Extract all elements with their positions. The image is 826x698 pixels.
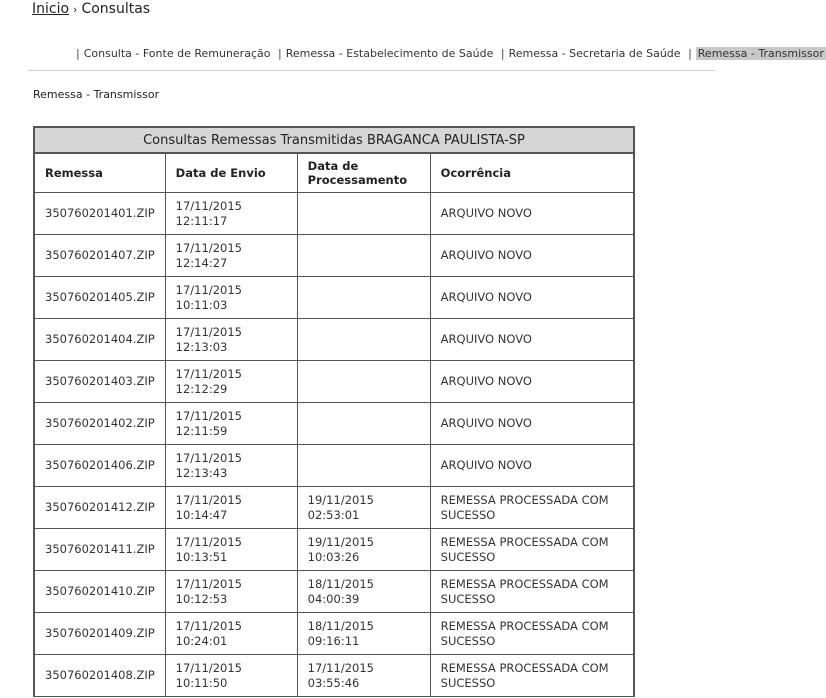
cell-remessa: 350760201406.ZIP bbox=[35, 445, 165, 487]
cell-data-processamento: 18/11/2015 09:16:11 bbox=[297, 613, 430, 655]
subnav-item-estabelecimento-saude[interactable]: Remessa - Estabelecimento de Saúde bbox=[285, 47, 494, 60]
cell-data-processamento: 18/11/2015 04:00:39 bbox=[297, 571, 430, 613]
cell-ocorrencia: REMESSA PROCESSADA COM SUCESSO bbox=[430, 571, 633, 613]
cell-data-envio: 17/11/2015 10:12:53 bbox=[165, 571, 297, 613]
breadcrumb bbox=[32, 0, 150, 19]
table-header-row bbox=[35, 153, 633, 193]
section-title: Remessa - Transmissor bbox=[33, 88, 160, 101]
breadcrumb-home-link[interactable]: Inicio bbox=[32, 1, 70, 17]
cell-data-processamento: 17/11/2015 03:55:46 bbox=[297, 655, 430, 697]
table-row bbox=[35, 319, 633, 361]
cell-data-envio: 17/11/2015 12:13:03 bbox=[165, 319, 297, 361]
cell-remessa: 350760201405.ZIP bbox=[35, 277, 165, 319]
cell-remessa: 350760201407.ZIP bbox=[35, 235, 165, 277]
header-ocorrencia: Ocorrência bbox=[430, 153, 633, 193]
header-remessa: Remessa bbox=[35, 153, 165, 193]
table-row bbox=[35, 529, 633, 571]
sub-navigation: | Consulta - Fonte de Remuneração | Remessa - Estabelecimento de Saúde | Remessa - Secretaria de Saúde | Remessa - Transmissor bbox=[76, 47, 824, 60]
table-row bbox=[35, 361, 633, 403]
cell-data-processamento: 19/11/2015 10:03:26 bbox=[297, 529, 430, 571]
table-row bbox=[35, 403, 633, 445]
cell-data-envio: 17/11/2015 10:13:51 bbox=[165, 529, 297, 571]
breadcrumb-separator: › bbox=[73, 3, 78, 16]
table-title: Consultas Remessas Transmitidas BRAGANCA PAULISTA-SP bbox=[35, 128, 633, 153]
cell-ocorrencia: REMESSA PROCESSADA COM SUCESSO bbox=[430, 529, 633, 571]
divider bbox=[28, 70, 715, 71]
cell-data-envio: 17/11/2015 12:13:43 bbox=[165, 445, 297, 487]
table-row bbox=[35, 445, 633, 487]
cell-ocorrencia: ARQUIVO NOVO bbox=[430, 193, 633, 235]
cell-remessa: 350760201412.ZIP bbox=[35, 487, 165, 529]
cell-remessa: 350760201411.ZIP bbox=[35, 529, 165, 571]
cell-ocorrencia: REMESSA PROCESSADA COM SUCESSO bbox=[430, 613, 633, 655]
cell-ocorrencia: ARQUIVO NOVO bbox=[430, 235, 633, 277]
cell-ocorrencia: REMESSA PROCESSADA COM SUCESSO bbox=[430, 655, 633, 697]
cell-data-processamento bbox=[297, 277, 430, 319]
cell-data-envio: 17/11/2015 10:14:47 bbox=[165, 487, 297, 529]
cell-data-envio: 17/11/2015 10:24:01 bbox=[165, 613, 297, 655]
cell-data-envio: 17/11/2015 12:14:27 bbox=[165, 235, 297, 277]
cell-ocorrencia: ARQUIVO NOVO bbox=[430, 361, 633, 403]
remessas-table bbox=[35, 128, 633, 697]
header-data-envio: Data de Envio bbox=[165, 153, 297, 193]
breadcrumb-current: Consultas bbox=[81, 1, 151, 17]
subnav-item-secretaria-saude[interactable]: Remessa - Secretaria de Saúde bbox=[508, 47, 681, 60]
cell-remessa: 350760201403.ZIP bbox=[35, 361, 165, 403]
table-row bbox=[35, 277, 633, 319]
cell-data-envio: 17/11/2015 10:11:50 bbox=[165, 655, 297, 697]
cell-data-processamento bbox=[297, 319, 430, 361]
cell-data-processamento bbox=[297, 403, 430, 445]
cell-remessa: 350760201404.ZIP bbox=[35, 319, 165, 361]
cell-remessa: 350760201408.ZIP bbox=[35, 655, 165, 697]
cell-remessa: 350760201410.ZIP bbox=[35, 571, 165, 613]
cell-data-envio: 17/11/2015 10:11:03 bbox=[165, 277, 297, 319]
cell-ocorrencia: REMESSA PROCESSADA COM SUCESSO bbox=[430, 487, 633, 529]
table-row bbox=[35, 613, 633, 655]
table-row bbox=[35, 235, 633, 277]
cell-ocorrencia: ARQUIVO NOVO bbox=[430, 403, 633, 445]
subnav-item-fonte-remuneracao[interactable]: Consulta - Fonte de Remuneração bbox=[83, 47, 271, 60]
cell-data-processamento bbox=[297, 361, 430, 403]
cell-remessa: 350760201401.ZIP bbox=[35, 193, 165, 235]
cell-ocorrencia: ARQUIVO NOVO bbox=[430, 277, 633, 319]
table-row bbox=[35, 487, 633, 529]
table-row bbox=[35, 655, 633, 697]
subnav-item-transmissor[interactable]: Remessa - Transmissor bbox=[697, 47, 824, 60]
cell-data-envio: 17/11/2015 12:11:59 bbox=[165, 403, 297, 445]
cell-data-processamento bbox=[297, 193, 430, 235]
cell-remessa: 350760201402.ZIP bbox=[35, 403, 165, 445]
cell-data-processamento bbox=[297, 235, 430, 277]
table-row bbox=[35, 193, 633, 235]
cell-remessa: 350760201409.ZIP bbox=[35, 613, 165, 655]
table-row bbox=[35, 571, 633, 613]
cell-data-envio: 17/11/2015 12:12:29 bbox=[165, 361, 297, 403]
cell-ocorrencia: ARQUIVO NOVO bbox=[430, 319, 633, 361]
table-title-row bbox=[35, 128, 633, 153]
cell-data-processamento bbox=[297, 445, 430, 487]
header-data-processamento: Data de Processamento bbox=[297, 153, 430, 193]
cell-data-envio: 17/11/2015 12:11:17 bbox=[165, 193, 297, 235]
cell-ocorrencia: ARQUIVO NOVO bbox=[430, 445, 633, 487]
cell-data-processamento: 19/11/2015 02:53:01 bbox=[297, 487, 430, 529]
remessas-table-container bbox=[33, 126, 635, 697]
